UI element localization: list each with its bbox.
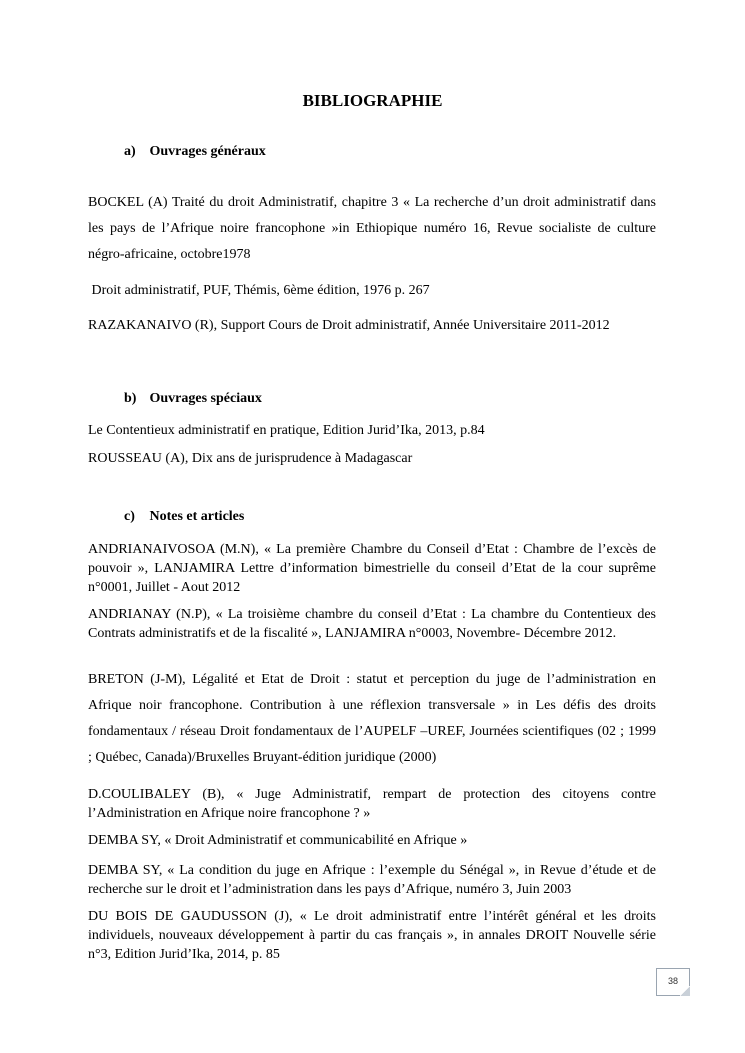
bibliography-entry-demba-sy-2: DEMBA SY, « La condition du juge en Afrique : l’exemple du Sénégal », in Revue d’étude et de recherche sur le droit et l’administration dans les pays d’Afrique, numéro 3, Juin 2003 <box>88 863 656 897</box>
section-title: Ouvrages spéciaux <box>149 391 262 406</box>
section-title: Notes et articles <box>149 509 245 524</box>
page-number: 38 <box>667 976 678 986</box>
section-heading-notes-articles <box>124 509 244 525</box>
section-letter: b) <box>124 391 137 406</box>
bibliography-entry-breton: BRETON (J-M), Légalité et Etat de Droit : statut et perception du juge de l’administration en Afrique noir francophone. Contribution à une réflexion transversale » in Les défis des droits fondamentaux / réseau Droit fondamentaux de l’AUPELF –UREF, Journées scientifiques (02 ; 1999 ; Québec, Canada)/Bruxelles Bruyant-édition juridique (2000) <box>88 672 656 765</box>
bibliography-entry-rousseau: ROUSSEAU (A), Dix ans de jurisprudence à Madagascar <box>88 451 413 466</box>
bibliography-entry-bockel: BOCKEL (A) Traité du droit Administratif, chapitre 3 « La recherche d’un droit administratif dans les pays de l’Afrique noire francophone »in Ethiopique numéro 16, Revue socialiste de culture négro-africaine, octobre1978 <box>88 195 656 262</box>
bibliography-entry-coulibaley: D.COULIBALEY (B), « Juge Administratif, rempart de protection des citoyens contre l’Administration en Afrique noire francophone ? » <box>88 787 656 821</box>
page-curl-icon <box>680 986 690 996</box>
bibliography-entry-razakanaivo: RAZAKANAIVO (R), Support Cours de Droit administratif, Année Universitaire 2011-2012 <box>88 318 610 333</box>
bibliography-entry-contentieux: Le Contentieux administratif en pratique, Edition Jurid’Ika, 2013, p.84 <box>88 423 485 438</box>
bibliography-entry-demba-sy-1: DEMBA SY, « Droit Administratif et communicabilité en Afrique » <box>88 833 468 848</box>
page-number-box <box>656 968 690 996</box>
section-heading-ouvrages-speciaux <box>124 391 262 407</box>
section-heading-ouvrages-generaux <box>124 144 266 160</box>
bibliography-entry-andrianay: ANDRIANAY (N.P), « La troisième chambre du conseil d’Etat : La chambre du Contentieux des Contrats administratifs et de la fiscalité », LANJAMIRA n°0003, Novembre- Décembre 2012. <box>88 607 656 641</box>
bibliography-entry-andrianaivosoa: ANDRIANAIVOSOA (M.N), « La première Chambre du Conseil d’Etat : Chambre de l’excès de pouvoir », LANJAMIRA Lettre d’information bimestrielle du conseil d’Etat de la cour suprême n°0001, Juillet - Aout 2012 <box>88 542 656 595</box>
page-title: BIBLIOGRAPHIE <box>302 91 443 110</box>
bibliography-entry-droit-administratif: Droit administratif, PUF, Thémis, 6ème édition, 1976 p. 267 <box>88 283 430 298</box>
section-letter: a) <box>124 144 136 159</box>
bibliography-entry-du-bois-de-gaudusson: DU BOIS DE GAUDUSSON (J), « Le droit administratif entre l’intérêt général et les droits individuels, nouveaux développement à partir du cas français », in annales DROIT Nouvelle série n°3, Edition Jurid’Ika, 2014, p. 85 <box>88 909 656 962</box>
section-title: Ouvrages généraux <box>149 144 266 159</box>
section-letter: c) <box>124 509 135 524</box>
